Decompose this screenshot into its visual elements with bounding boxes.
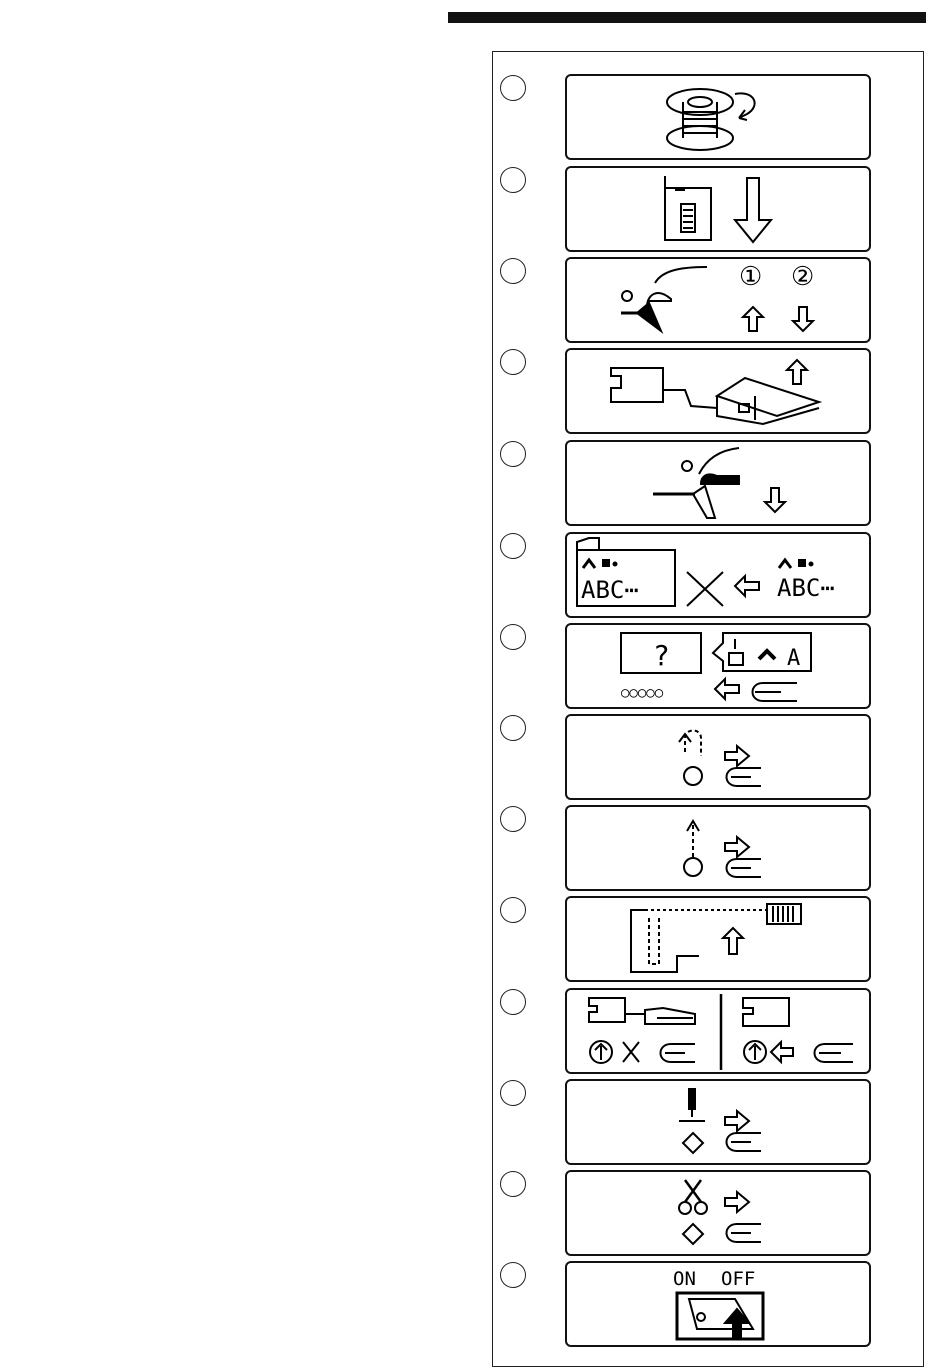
memory-full-icon: [565, 532, 871, 618]
row-marker: [500, 624, 526, 650]
message-panel: [492, 51, 924, 1367]
message-row-5: [493, 441, 923, 529]
thread-cutter-icon: [565, 1170, 871, 1256]
message-row-4: [493, 349, 923, 437]
off-label: OFF: [721, 1268, 756, 1290]
question-mark: ?: [653, 639, 670, 672]
message-row-12: [493, 1080, 923, 1168]
foot-control-start-stop-icon: [565, 988, 871, 1074]
message-row-1: [493, 75, 923, 163]
row-marker: [500, 533, 526, 559]
card-letter: A: [787, 646, 801, 671]
bobbin-winding-icon: [565, 74, 871, 160]
row-marker: [500, 806, 526, 832]
message-row-14: [493, 1262, 923, 1350]
row-marker: [500, 258, 526, 284]
row-marker: [500, 1262, 526, 1288]
row-marker: [500, 1080, 526, 1106]
buttonhole-lever-icon: [565, 896, 871, 982]
pattern-dots: ○○○○○: [621, 685, 664, 701]
row-marker: [500, 75, 526, 101]
row-marker: [500, 1171, 526, 1197]
memory-text: ABC⋯: [581, 576, 639, 604]
input-text: ABC⋯: [777, 574, 835, 602]
message-row-9: [493, 806, 923, 894]
row-marker: [500, 167, 526, 193]
reverse-stitch-icon: [565, 714, 871, 800]
row-marker: [500, 715, 526, 741]
message-row-6: [493, 533, 923, 621]
message-row-2: [493, 167, 923, 255]
power-switch-icon: [565, 1261, 871, 1347]
step-2-label: ②: [791, 262, 815, 292]
row-marker: [500, 989, 526, 1015]
auto-lock-icon: [565, 805, 871, 891]
message-row-7: [493, 624, 923, 712]
bobbin-case-insert-icon: [565, 166, 871, 252]
card-error-icon: [565, 623, 871, 709]
message-row-10: [493, 897, 923, 985]
presser-foot-lever-icon: [565, 257, 871, 343]
needle-position-icon: [565, 1079, 871, 1165]
header-rule: [448, 12, 926, 23]
presser-foot-down-icon: [565, 440, 871, 526]
step-1-label: ①: [739, 262, 763, 292]
row-marker: [500, 349, 526, 375]
message-row-3: [493, 258, 923, 346]
row-marker: [500, 897, 526, 923]
foot-controller-icon: [565, 348, 871, 434]
message-row-11: [493, 989, 923, 1077]
message-row-13: [493, 1171, 923, 1259]
row-marker: [500, 441, 526, 467]
message-row-8: [493, 715, 923, 803]
on-label: ON: [673, 1268, 696, 1290]
